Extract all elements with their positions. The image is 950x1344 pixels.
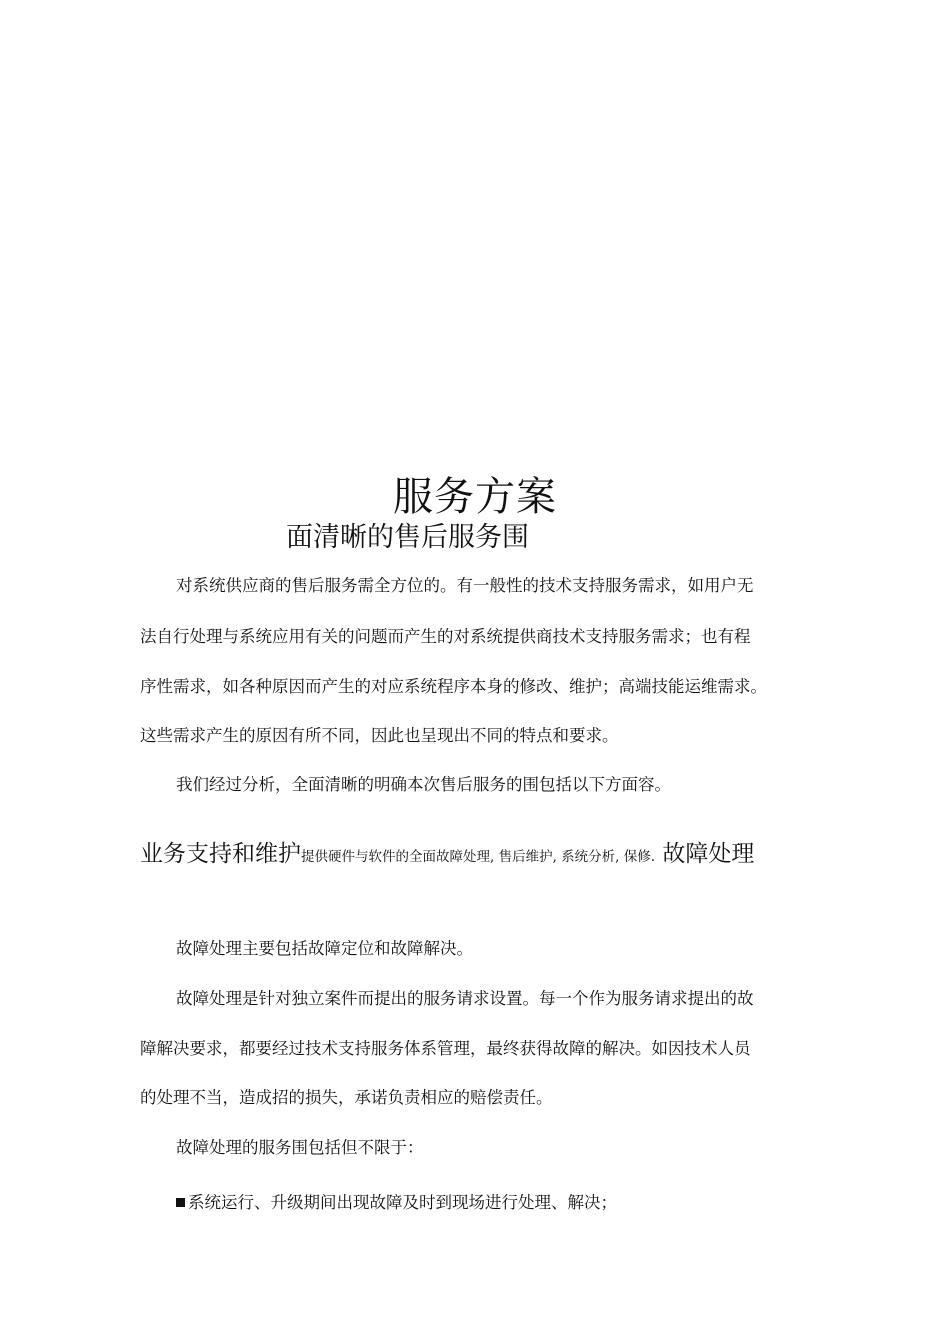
intro-line-4: 这些需求产生的原因有所不同，因此也呈现出不同的特点和要求。 (140, 726, 619, 745)
document-subtitle: 面清晰的售后服务围 (286, 522, 529, 553)
fault-desc-line-2: 障解决要求，都要经过技术支持服务体系管理，最终获得故障的解决。如因技术人员 (140, 1039, 751, 1058)
analysis-paragraph: 我们经过分析，全面清晰的明确本次售后服务的围包括以下方面容。 (176, 775, 671, 794)
intro-line-2: 法自行处理与系统应用有关的问题而产生的对系统提供商技术支持服务需求；也有程 (140, 627, 751, 646)
section-heading (140, 832, 830, 879)
intro-line-3: 序性需求，如各种原因而产生的对应系统程序本身的修改、维护；高端技能运维需求。 (140, 677, 767, 696)
fault-scope: 故障处理的服务围包括但不限于： (176, 1138, 424, 1157)
section-heading-small: 提供硬件与软件的全面故障处理, 售后维护, 系统分析, 保修. (301, 849, 656, 865)
fault-desc-line-1: 故障处理是针对独立案件而提出的服务请求设置。每一个作为服务请求提出的故 (176, 989, 754, 1008)
fault-summary: 故障处理主要包括故障定位和故障解决。 (176, 939, 473, 958)
intro-line-1: 对系统供应商的售后服务需全方位的。有一般性的技术支持服务需求，如用户无 (176, 576, 754, 595)
document-title-text: 服务方案 (393, 474, 557, 520)
square-bullet-icon (176, 1198, 185, 1207)
section-heading-tail: 故障处理 (655, 841, 755, 867)
bullet-item-1 (176, 1192, 816, 1214)
bullet-item-1-text: 系统运行、升级期间出现故障及时到现场进行处理、解决； (188, 1193, 617, 1212)
section-heading-main: 业务支持和维护 (140, 841, 301, 867)
document-title (0, 472, 950, 522)
fault-desc-line-3: 的处理不当，造成招的损失，承诺负责相应的赔偿责任。 (140, 1088, 553, 1107)
